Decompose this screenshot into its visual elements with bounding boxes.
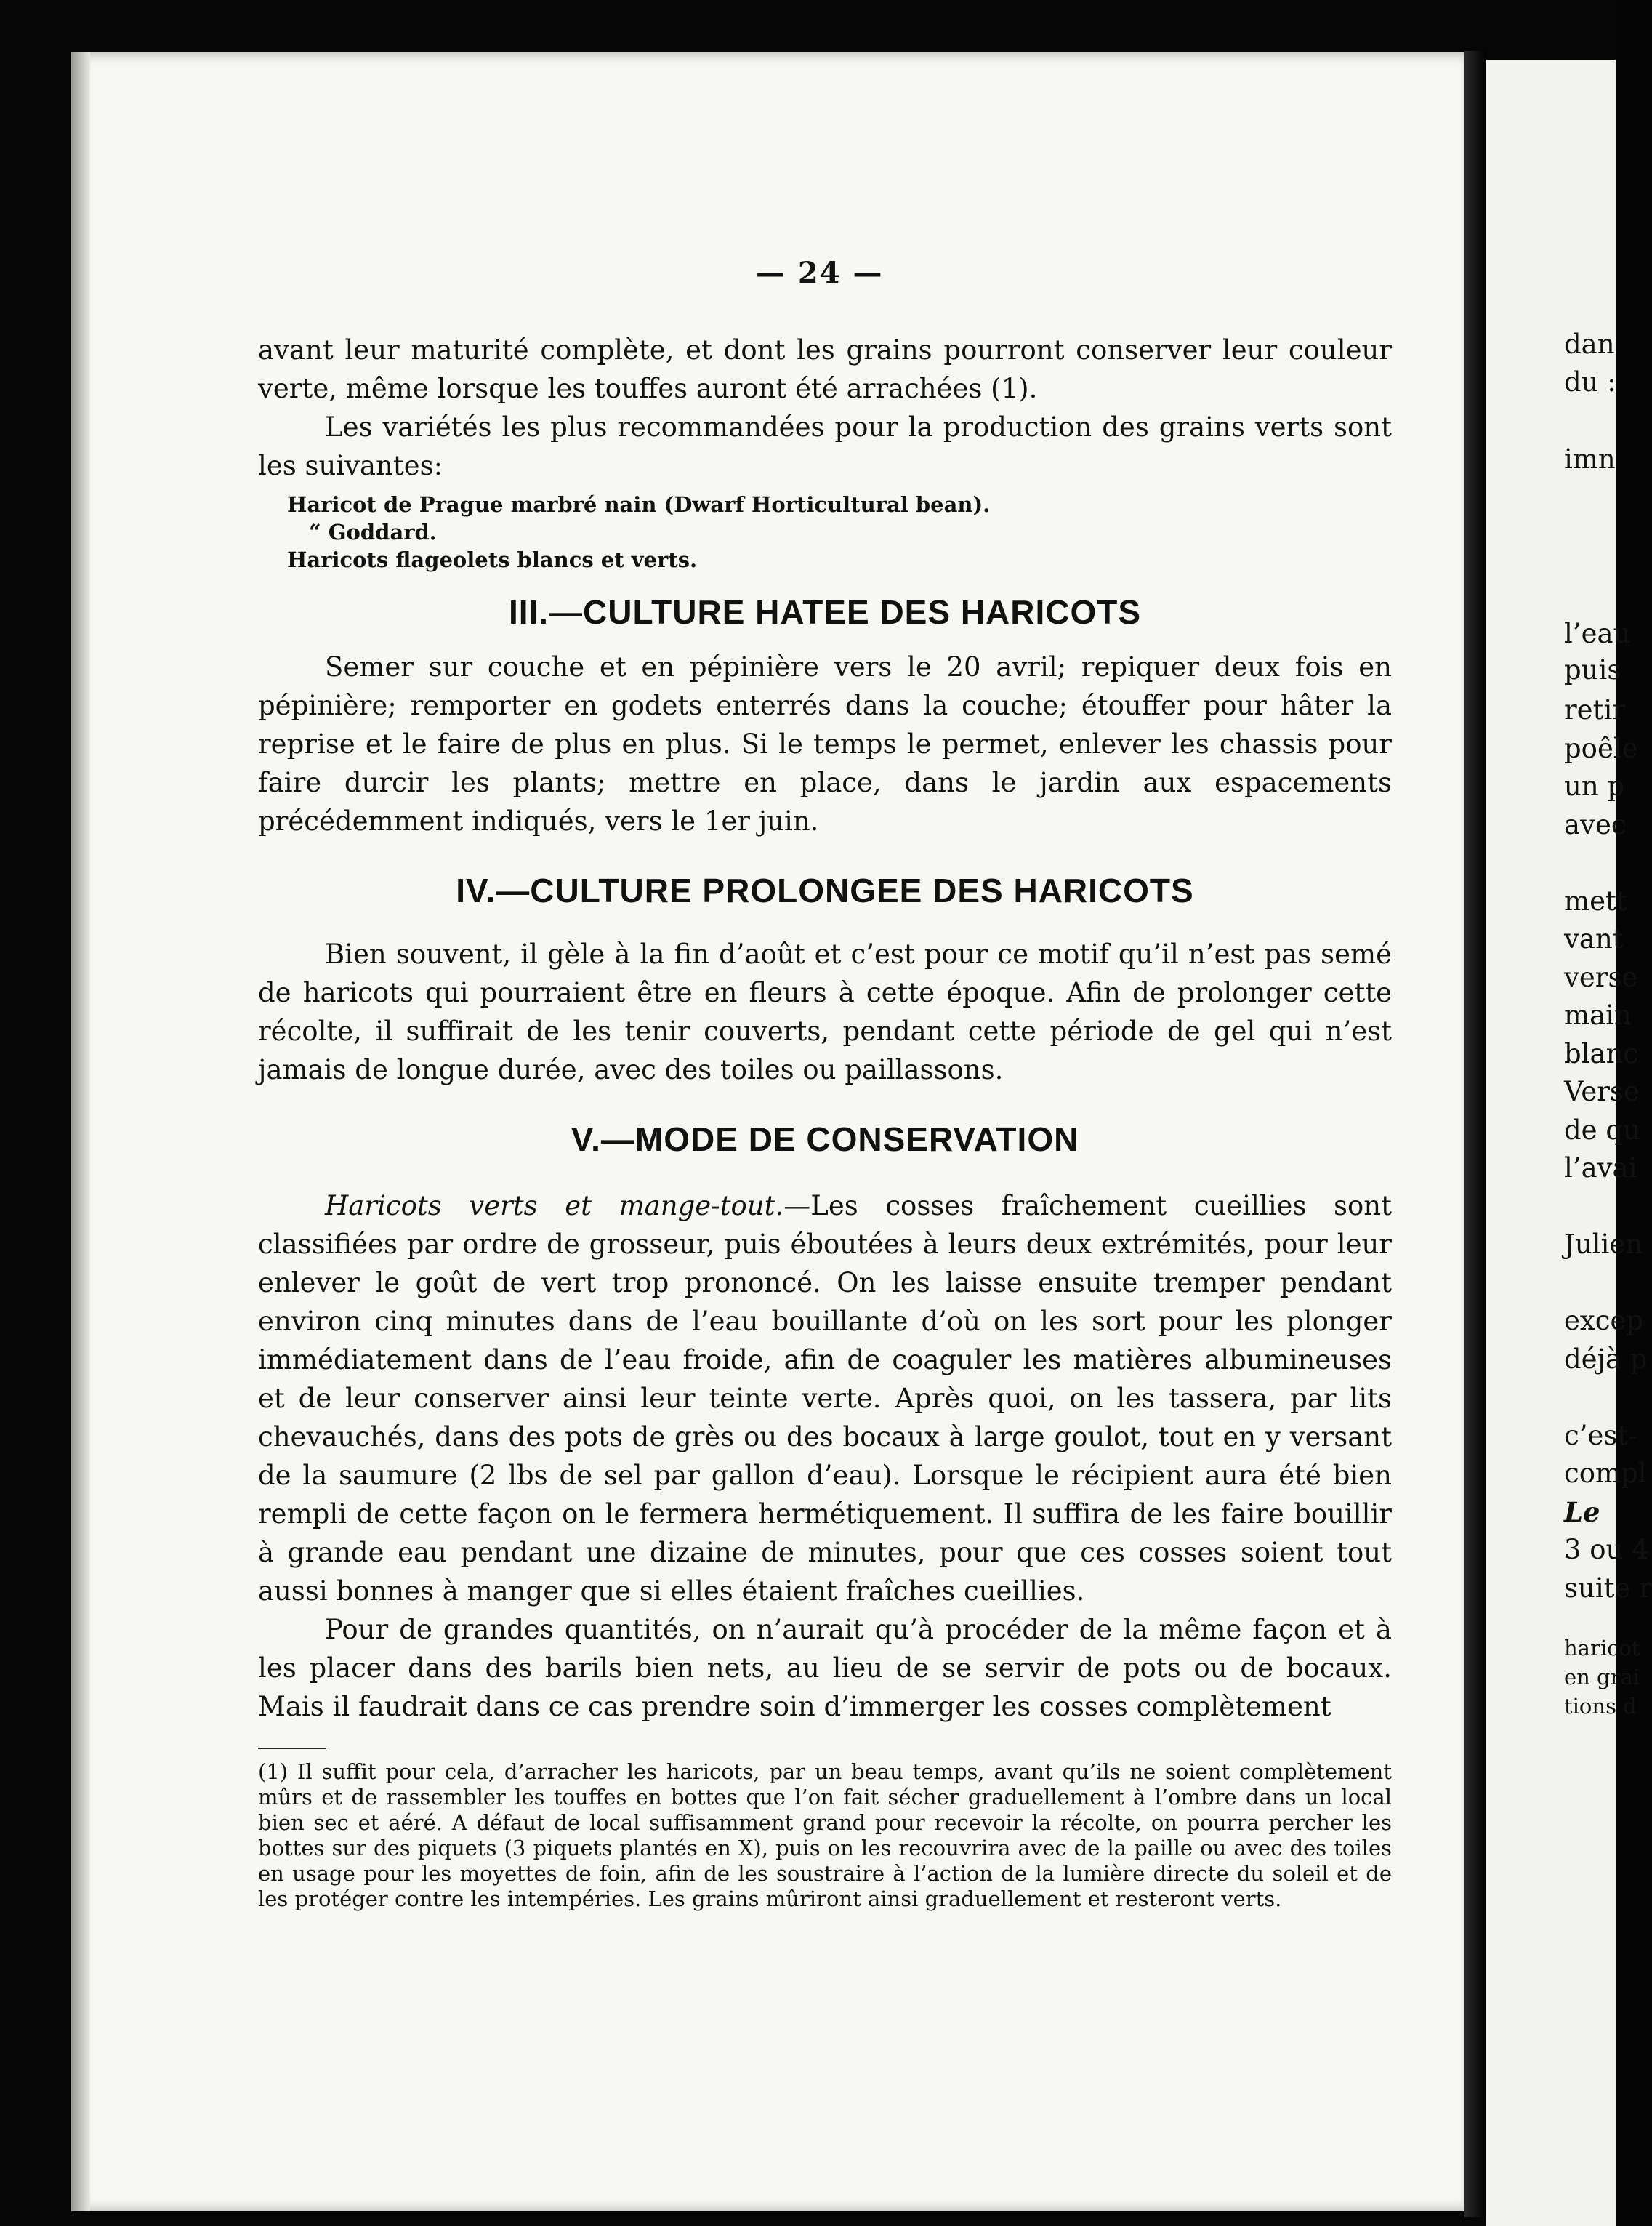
right-page-fragment: du : bbox=[1564, 366, 1616, 398]
right-page-fragment: main bbox=[1564, 1000, 1632, 1031]
page-content bbox=[258, 258, 1392, 1912]
footnote-divider bbox=[258, 1748, 326, 1749]
section-4-text: Bien souvent, il gèle à la fin d’août et c’est pour ce motif qu’il n’est pas semé de haricots qui pourraient être en fleurs à cette époque. Afin de prolonger cette récolte, il suffirait de les tenir couverts, pendant cette période de gel qui n’est jamais de longue durée, avec des toiles ou paillassons. bbox=[258, 939, 1392, 1085]
section-3-text: Semer sur couche et en pépinière vers le 20 avril; repiquer deux fois en pépinière; remporter en godets enterrés dans la couche; étouffer pour hâter la reprise et le faire de plus en plus. Si le temps le permet, enlever les chassis pour faire durcir les plants; mettre en place, dans le jardin aux espacements précédemment indiqués, vers le 1er juin. bbox=[258, 651, 1392, 837]
right-page-fragment: Verse bbox=[1564, 1076, 1640, 1107]
footnote: (1) Il suffit pour cela, d’arracher les haricots, par un beau temps, avant qu’ils ne soient complètement mûrs et de rassembler les touffes en bottes que l’on fait sécher graduellement à l’ombre dans un local bien sec et aéré. A défaut de local suffisamment grand pour recevoir la récolte, on pourra percher les bottes sur des piquets (3 piquets plantés en X), puis on les recouvrira avec de la paille ou avec des toiles en usage pour les moyettes de foin, afin de les soustraire à l’action de la lumière directe du soleil et de les protéger contre les intempéries. Les grains mûriront ainsi graduellement et resteront verts. bbox=[258, 1759, 1392, 1911]
varieties-list bbox=[287, 491, 1392, 574]
right-page-fragment: puis bbox=[1564, 654, 1621, 686]
book-gutter bbox=[1464, 51, 1486, 2217]
right-page-fragment: imn bbox=[1564, 443, 1616, 475]
right-page-fragment: en grai bbox=[1564, 1665, 1640, 1689]
right-page-fragment: blanc bbox=[1564, 1038, 1639, 1069]
paragraph-body: —Les cosses fraîchement cueillies sont classifiées par ordre de grosseur, puis éboutées à leurs deux extrémités, pour leur enlever le goût de vert trop prononcé. On les laisse ensuite tremper pendant environ cinq minutes dans de l’eau bouillante d’où on les sort pour les plonger immédiatement dans de l’eau froide, afin de coaguler les matières albumineuses et de leur conserver ainsi leur teinte verte. Après quoi, on les tassera, par lits chevauchés, dans des pots de grès ou des bocaux à large goulot, tout en y versant de la saumure (2 lbs de sel par gallon d’eau). Lorsque le récipient aura été bien rempli de cette façon on le fermera hermétiquement. Il suffira de les faire bouillir à grande eau pendant une dizaine de minutes, pour que ces cosses soient tout aussi bonnes à manger que si elles étaient fraîches cueillies. bbox=[258, 1190, 1392, 1607]
right-page-fragment: l’avai bbox=[1564, 1152, 1637, 1184]
right-page-fragment: c’est- bbox=[1564, 1420, 1637, 1451]
section-heading-4: IV.—CULTURE PROLONGEE DES HARICOTS bbox=[456, 872, 1194, 909]
italic-lead: Haricots verts et mange-tout. bbox=[325, 1190, 784, 1221]
right-page-fragment: avec bbox=[1564, 809, 1627, 840]
right-page-fragment: suite r bbox=[1564, 1572, 1652, 1604]
right-page-fragment: retir bbox=[1564, 694, 1625, 726]
right-page-fragment: vant bbox=[1564, 923, 1624, 955]
right-page-fragment: poêle bbox=[1564, 733, 1638, 764]
variety-item: Haricot de Prague marbré nain (Dwarf Horticultural bean). bbox=[287, 492, 991, 517]
section-5-paragraph-1 bbox=[258, 1186, 1392, 1610]
right-page-fragment: compl bbox=[1564, 1458, 1647, 1489]
right-page-fragment: l’eau bbox=[1564, 618, 1631, 649]
variety-item: Haricots flageolets blancs et verts. bbox=[287, 547, 698, 572]
right-page-fragment: un p bbox=[1564, 771, 1625, 802]
section-heading-5: V.—MODE DE CONSERVATION bbox=[571, 1120, 1079, 1158]
varieties-intro: Les variétés les plus recommandées pour la production des grains verts sont les suivantes: bbox=[258, 411, 1392, 481]
right-page-fragment: Julien bbox=[1564, 1229, 1643, 1260]
right-page-fragment: excep bbox=[1564, 1305, 1644, 1336]
right-page-fragment: 3 ou 4 bbox=[1564, 1534, 1649, 1565]
right-page-fragment: déjà p bbox=[1564, 1343, 1648, 1375]
right-page-fragment: dan bbox=[1564, 329, 1615, 360]
section-heading-3: III.—CULTURE HATEE DES HARICOTS bbox=[508, 593, 1142, 631]
section-5-paragraph-2: Pour de grandes quantités, on n’aurait qu’à procéder de la même façon et à les placer dans des barils bien nets, au lieu de se servir de pots ou de bocaux. Mais il faudrait dans ce cas prendre soin d’immerger les cosses complètement bbox=[258, 1614, 1392, 1722]
right-page-fragment: Le bbox=[1564, 1496, 1600, 1528]
right-page-fragment: de qu bbox=[1564, 1114, 1640, 1146]
intro-paragraph: avant leur maturité complète, et dont les grains pourront conserver leur couleur verte, même lorsque les touffes auront été arrachées (1). bbox=[258, 334, 1392, 404]
right-page-fragment: verse bbox=[1564, 962, 1638, 993]
right-page-fragment: haricot bbox=[1564, 1636, 1640, 1660]
variety-item: “ Goddard. bbox=[309, 520, 437, 545]
page-number: — 24 — bbox=[756, 256, 884, 290]
right-page-fragment: mett bbox=[1564, 885, 1627, 917]
right-page-fragment: tions d bbox=[1564, 1694, 1637, 1719]
